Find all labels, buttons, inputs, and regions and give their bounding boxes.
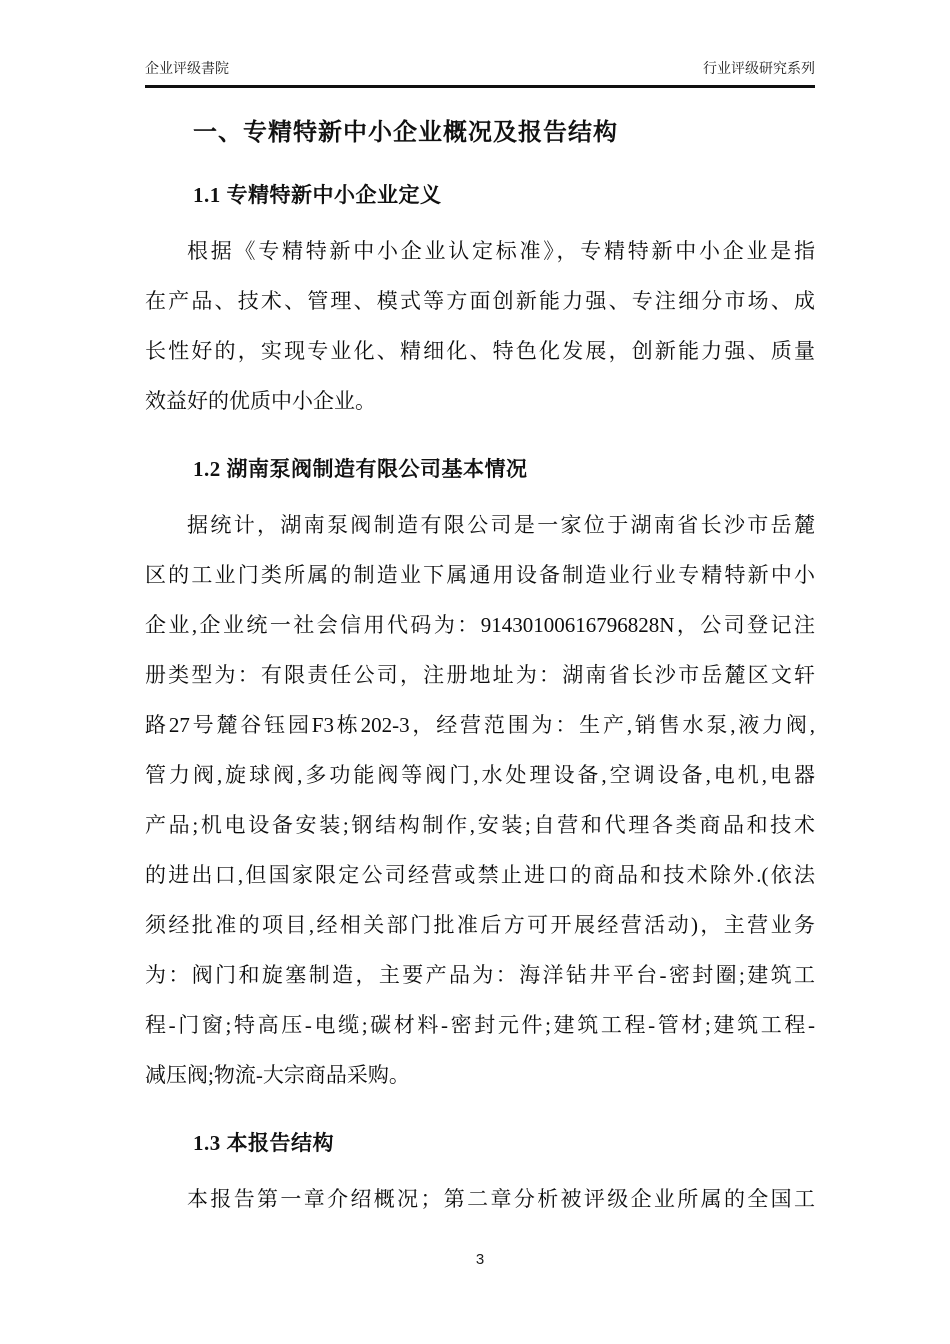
text-line: 根据《专精特新中小企业认定标准》，专精特新中小企业是指 [187, 239, 815, 263]
header-left-text: 企业评级書院 [145, 60, 229, 76]
document-content [145, 0, 815, 1224]
text-line: 的进出口,但国家限定公司经营或禁止进口的商品和技术除外.(依法 [145, 863, 815, 887]
text-line: 管力阀,旋球阀,多功能阀等阀门,水处理设备,空调设备,电机,电器 [145, 763, 815, 787]
text-line: 为：阀门和旋塞制造，主要产品为：海洋钻井平台-密封圈;建筑工 [145, 963, 815, 987]
text-line: 须经批准的项目,经相关部门批准后方可开展经营活动)，主营业务 [145, 913, 815, 937]
paragraph-1-1 [145, 226, 815, 426]
paragraph-1-2 [145, 500, 815, 1100]
page-number: 3 [475, 1251, 485, 1268]
paragraph-1-3 [145, 1174, 815, 1224]
text-line: 据统计，湖南泵阀制造有限公司是一家位于湖南省长沙市岳麓 [187, 513, 815, 537]
text-line: 减压阀;物流-大宗商品采购。 [145, 1063, 410, 1087]
section-heading-1-3: 1.3 本报告结构 [193, 1131, 334, 1155]
text-line: 在产品、技术、管理、模式等方面创新能力强、专注细分市场、成 [145, 289, 815, 313]
page-header [145, 0, 815, 88]
text-line: 区的工业门类所属的制造业下属通用设备制造业行业专精特新中小 [145, 563, 815, 587]
text-line: 路27号麓谷钰园F3栋202-3，经营范围为：生产,销售水泵,液力阀, [145, 713, 815, 737]
text-line: 效益好的优质中小企业。 [145, 389, 376, 413]
header-right-text: 行业评级研究系列 [703, 60, 815, 76]
text-line: 长性好的，实现专业化、精细化、特色化发展，创新能力强、质量 [145, 339, 815, 363]
section-heading-1-2: 1.2 湖南泵阀制造有限公司基本情况 [193, 457, 528, 481]
text-line: 册类型为：有限责任公司，注册地址为：湖南省长沙市岳麓区文轩 [145, 663, 815, 687]
text-line: 产品;机电设备安装;钢结构制作,安装;自营和代理各类商品和技术 [145, 813, 815, 837]
text-line: 企业,企业统一社会信用代码为：91430100616796828N，公司登记注 [145, 613, 815, 637]
text-line: 本报告第一章介绍概况；第二章分析被评级企业所属的全国工 [187, 1187, 815, 1211]
section-heading-1-1: 1.1 专精特新中小企业定义 [193, 183, 442, 207]
section-title-main: 一、专精特新中小企业概况及报告结构 [193, 120, 618, 146]
text-line: 程-门窗;特高压-电缆;碳材料-密封元件;建筑工程-管材;建筑工程- [145, 1013, 815, 1037]
